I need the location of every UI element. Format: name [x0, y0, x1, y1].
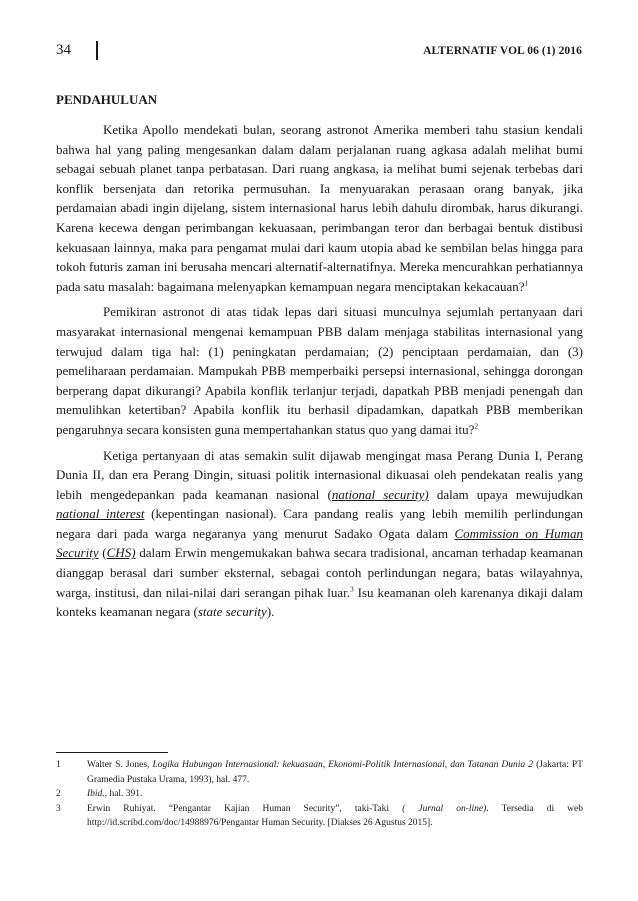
- text-run: (Jakarta: PT Gramedia Pustaka Urama, 1993), hal. 477.: [87, 760, 583, 785]
- body-paragraph: [56, 120, 583, 296]
- italic-text: Ibid.: [87, 789, 105, 800]
- body-paragraph: [56, 302, 583, 439]
- text-run: Pemikiran astronot di atas tidak lepas dari situasi munculnya sejumlah pertanyaan dari masyarakat internasional mengenai kemampuan PBB dalam menjaga stabilitas internasional yang terwujud dalam tiga hal: (1) peningkatan perdamaian; (2) penciptaan perdamaian, dan (3) pemeliharaan perdamaian. Mampukah PBB memperbaiki persepsi internasional, sehingga dorongan berperang dapat dikurangi? Apabila konflik terlanjur terjadi, dapatkah PBB menjadi penengah dan memulihkan ketertiban? Apabila konflik itu berhasil dipadamkan, dapatkah PBB memberikan pengaruhnya secara konsisten guna mempertahankan status quo yang damai itu?: [56, 304, 583, 437]
- footnote-list: [56, 758, 583, 831]
- page-number: 34: [56, 42, 71, 58]
- italic-underlined-term: national security): [331, 486, 429, 502]
- italic-text: ( Jurnal on-line): [402, 803, 487, 814]
- italic-text: state security: [197, 604, 267, 620]
- footnote-number: 1: [56, 760, 61, 770]
- running-head: ALTERNATIF VOL 06 (1) 2016: [423, 45, 582, 57]
- footnote-ref: 1: [524, 278, 529, 288]
- text-run: dalam upaya mewujudkan: [428, 486, 583, 502]
- italic-underlined-term: national interest: [56, 506, 145, 522]
- text-run: Ketiga pertanyaan di atas semakin sulit dijawab mengingat masa Perang Dunia I, Perang Dunia II, dan era Perang Dingin, situasi politik internasional dikuasai oleh pendekatan realis yang lebih mengedepankan pada keamanan nasional (: [56, 447, 583, 502]
- section-title: PENDAHULUAN: [56, 92, 158, 107]
- italic-text: Logika Hubungan Internasional: kekuasaan, Ekonomi-Politik Internasional, dan Tatanan Dunia 2: [152, 760, 534, 770]
- page-header: [56, 40, 582, 64]
- footnote-ref: 2: [474, 421, 479, 431]
- text-run: Walter S. Jones,: [87, 760, 153, 770]
- text-run: (: [98, 545, 107, 561]
- text-run: Ketika Apollo mendekati bulan, seorang astronot Amerika memberi tahu stasiun kendali bahwa hal yang paling mengesankan dalam dalam perjalanan ruang agkasa adalah melihat bumi sebagai sebuah planet tanpa perbatasan. Dari ruang angkasa, ia melihat bumi sejenak terbebas dari konflik bersenjata dan retorika permusuhan. Ia menyuarakan perasaan orang banyak, jika perdamaian abadi ingin dijelang, sistem internasional harus lebih dahulu dirombak, harus dikurangi. Karena kecewa dengan perimbangan kekuasaan, perimbangan teror dan berbagai bentuk distibusi kekuasaan lainnya, maka para pengamat mulai dari kaum utopia abad ke sembilan belas hingga para tokoh futuris zaman ini berusaha mencari alternatif-alternatifnya. Mereka mencurahkan perhatiannya pada satu masalah: bagaimana melenyapkan kemampuan negara menciptakan kekacauan?: [56, 122, 583, 294]
- footnote: [56, 802, 583, 831]
- footnote: [56, 787, 583, 802]
- text-run: Erwin Ruhiyat. “Pengantar Kajian Human Security”, taki-Taki: [87, 803, 403, 814]
- paragraphs: [56, 120, 583, 622]
- footnote-number: 3: [56, 803, 61, 814]
- article-body: [56, 90, 583, 628]
- body-paragraph: [56, 446, 583, 622]
- footnote: [56, 758, 583, 787]
- text-run: dalam Erwin mengemukakan bahwa secara tradisional, ancaman terhadap keamanan dianggap berasal dari sumber eksternal, sebagai contoh perlindungan negara, batas wilayahnya, warga, institusi, dan nilai-nilai dari serangan pihak luar.: [56, 545, 583, 600]
- footnotes: [56, 752, 583, 831]
- italic-underlined-term: Commission on Human Security: [56, 525, 583, 561]
- text-run: ).: [266, 604, 275, 620]
- footnote-ref: 3: [349, 584, 354, 594]
- text-run: (kepentingan nasional). Cara pandang realis yang lebih memilih perlindungan negara dari pada warga negaranya yang menurut Sadako Ogata dalam: [56, 506, 583, 541]
- footnote-rule: [56, 752, 168, 753]
- text-run: . Tersedia di web http://id.scribd.com/doc/14988976/Pengantar Human Security. [Diakses 26 Agustus 2015].: [87, 803, 583, 829]
- footnote-number: 2: [56, 789, 61, 800]
- text-run: , hal. 391.: [104, 789, 143, 800]
- header-divider: [96, 41, 98, 60]
- text-run: Isu keamanan oleh karenanya dikaji dalam konteks keamanan negara (: [56, 584, 583, 620]
- italic-underlined-term: CHS): [106, 545, 136, 561]
